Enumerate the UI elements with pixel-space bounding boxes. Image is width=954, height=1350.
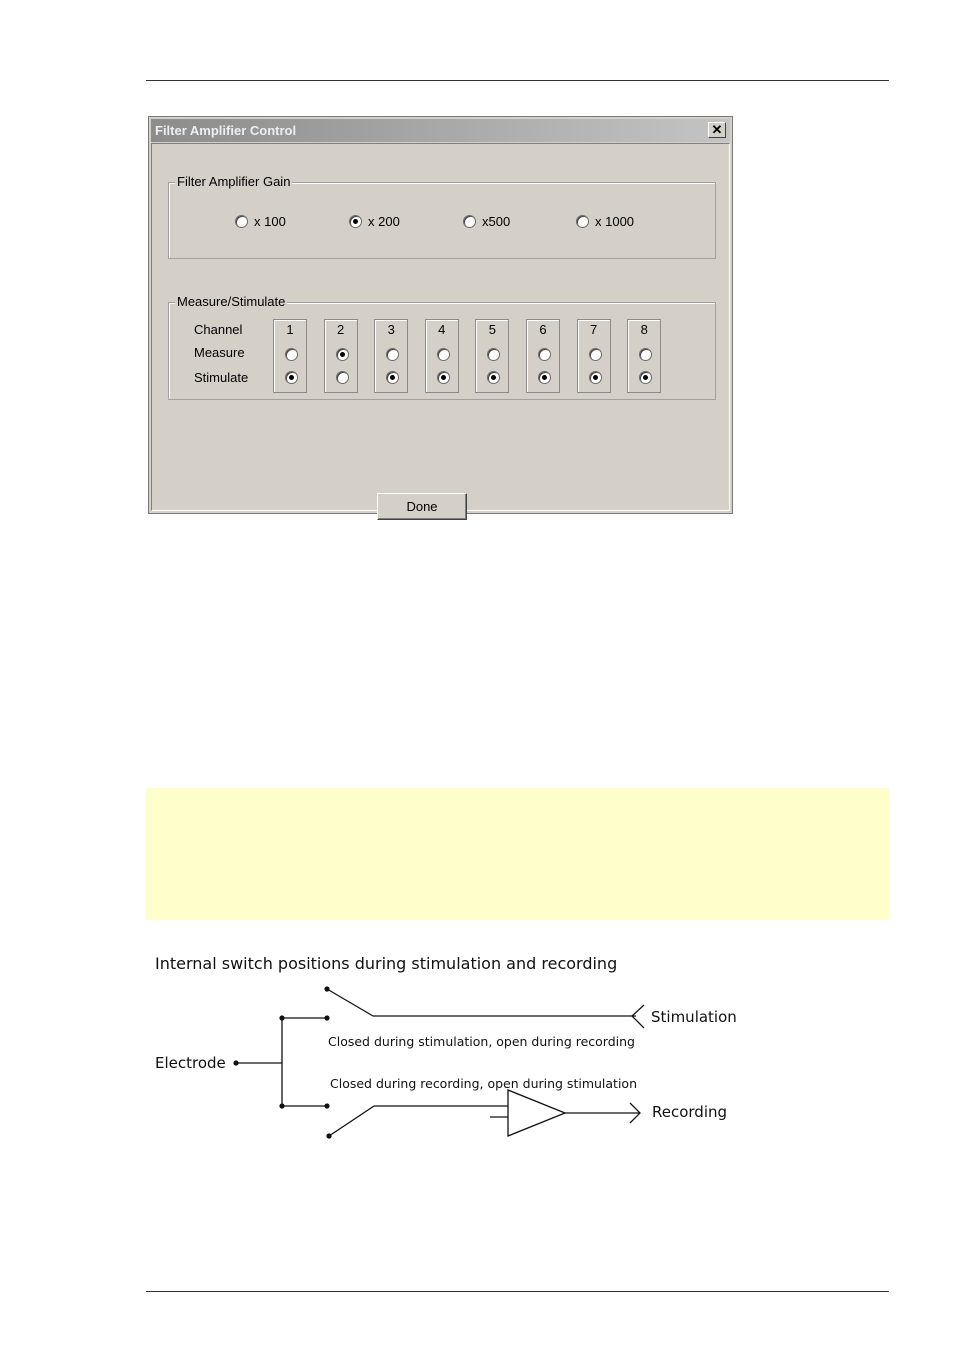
measure-radio-4[interactable] <box>437 348 450 361</box>
note-box <box>146 788 889 920</box>
measure-radio-7[interactable] <box>589 348 602 361</box>
measure-radio-1[interactable] <box>285 348 298 361</box>
recording-label: Recording <box>652 1103 728 1121</box>
channel-row-label: Channel <box>194 322 243 337</box>
channel-number: 3 <box>387 322 395 337</box>
switch-diagram <box>146 945 766 1155</box>
header-rule <box>146 80 889 81</box>
channel-number: 8 <box>640 322 648 337</box>
gain-option-label: x 1000 <box>595 214 635 229</box>
stimulate-radio-4[interactable] <box>437 371 450 384</box>
gain-option-label: x500 <box>482 214 511 229</box>
stimulate-radio-3[interactable] <box>386 371 399 384</box>
channel-number: 6 <box>539 322 547 337</box>
measure-radio-8[interactable] <box>639 348 652 361</box>
measure-row-label: Measure <box>194 345 245 360</box>
stimulate-radio-7[interactable] <box>589 371 602 384</box>
measure-stimulate-group <box>168 294 716 400</box>
channel-box-1 <box>273 319 307 393</box>
measure-radio-5[interactable] <box>487 348 500 361</box>
channel-number: 2 <box>336 322 345 337</box>
electrode-label: Electrode <box>155 1054 226 1072</box>
channel-box-6 <box>526 319 560 393</box>
diagram-title: Internal switch positions during stimulation and recording <box>155 954 618 973</box>
channel-box-7 <box>577 319 611 393</box>
amplifier-symbol <box>508 1090 565 1136</box>
rec-switch-note: Closed during recording, open during stimulation <box>330 1076 637 1091</box>
stim-contact-node <box>324 1015 329 1020</box>
channel-number: 4 <box>438 322 446 337</box>
channel-box-3 <box>374 319 408 393</box>
gain-group-label: Filter Amplifier Gain <box>177 174 291 189</box>
gain-radio-2[interactable] <box>349 215 362 228</box>
channel-box-5 <box>475 319 509 393</box>
gain-option-label: x 100 <box>254 214 286 229</box>
dialog-client-area <box>151 143 730 514</box>
gain-radio-1[interactable] <box>235 215 248 228</box>
stimulate-radio-8[interactable] <box>639 371 652 384</box>
close-button[interactable]: ✕ <box>708 122 726 138</box>
gain-radio-3[interactable] <box>463 215 476 228</box>
stimulate-radio-5[interactable] <box>487 371 500 384</box>
stimulate-radio-2[interactable] <box>336 371 349 384</box>
dialog-title: Filter Amplifier Control <box>155 123 297 138</box>
done-button[interactable]: Done <box>377 493 467 520</box>
measure-radio-6[interactable] <box>538 348 551 361</box>
channel-box-2 <box>324 319 358 393</box>
stim-switch-blade <box>327 989 373 1016</box>
measure-stimulate-group-label: Measure/Stimulate <box>177 294 286 309</box>
filter-amplifier-dialog <box>148 116 733 514</box>
channel-number: 1 <box>286 322 294 337</box>
channel-number: 5 <box>488 322 496 337</box>
stimulate-radio-1[interactable] <box>285 371 298 384</box>
channel-box-4 <box>425 319 459 393</box>
stimulate-row-label: Stimulate <box>194 370 249 385</box>
channel-number: 7 <box>589 322 598 337</box>
measure-radio-3[interactable] <box>386 348 399 361</box>
stimulate-radio-6[interactable] <box>538 371 551 384</box>
rec-switch-blade <box>329 1106 374 1136</box>
rec-contact-node <box>324 1103 329 1108</box>
stimulation-label: Stimulation <box>651 1008 737 1026</box>
gain-option-label: x 200 <box>368 214 400 229</box>
gain-group <box>168 174 716 259</box>
stim-switch-note: Closed during stimulation, open during recording <box>328 1034 635 1049</box>
dialog-titlebar <box>151 119 730 142</box>
footer-rule <box>146 1291 889 1292</box>
channel-box-8 <box>627 319 661 393</box>
measure-radio-2[interactable] <box>336 348 349 361</box>
gain-radio-4[interactable] <box>576 215 589 228</box>
